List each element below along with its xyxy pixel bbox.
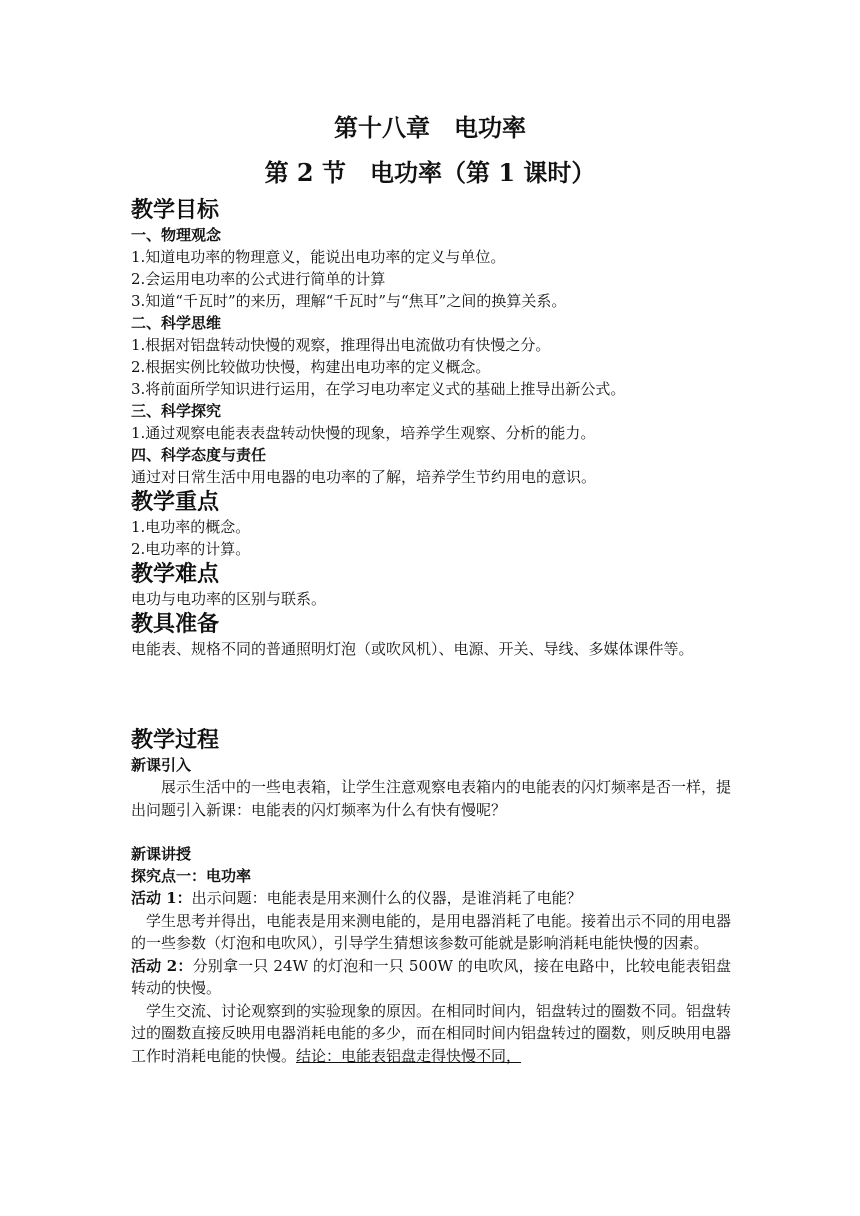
activity-1-text: 出示问题：电能表是用来测什么的仪器，是谁消耗了电能？ [191, 889, 582, 907]
process-section [131, 726, 731, 1067]
process-heading: 教学过程 [131, 727, 220, 753]
spacer [131, 821, 731, 843]
attitude-heading: 四、科学态度与责任 [131, 446, 267, 464]
objective-item: 2.会运用电功率的公式进行简单的计算 [131, 270, 386, 288]
key-point-item: 1.电功率的概念。 [131, 518, 251, 536]
activity-2-label: 活动 2： [131, 956, 193, 975]
activity-1-followup: 学生思考并得出，电能表是用来测电能的，是用电器消耗了电能。接着出示不同的用电器的一些参数（灯泡和电吹风），引导学生猜想该参数可能就是影响消耗电能快慢的因素。 [131, 911, 732, 952]
activity-2-followup [131, 1000, 731, 1068]
materials-text: 电能表、规格不同的普通照明灯泡（或吹风机）、电源、开关、导线、多媒体课件等。 [131, 640, 694, 658]
objective-item: 3.知道“千瓦时”的来历，理解“千瓦时”与“焦耳”之间的换算关系。 [131, 292, 567, 310]
scientific-thinking-heading: 二、科学思维 [131, 314, 222, 332]
activity-1 [131, 887, 731, 910]
lecture-heading: 新课讲授 [131, 845, 192, 863]
objective-item: 1.根据对铝盘转动快慢的观察，推理得出电流做功有快慢之分。 [131, 336, 551, 354]
materials-heading: 教具准备 [131, 611, 220, 637]
intro-text: 展示生活中的一些电表箱，让学生注意观察电表箱内的电能表的闪灯频率是否一样，提出问题引入新课：电能表的闪灯频率为什么有快有慢呢？ [131, 778, 732, 819]
difficulties-heading: 教学难点 [131, 561, 220, 587]
intro-heading: 新课引入 [131, 756, 192, 774]
activity-2-text: 分别拿一只 24W 的灯泡和一只 500W 的电吹风，接在电路中，比较电能表铝盘转动的快慢。 [131, 956, 731, 997]
physics-concept-heading: 一、物理观念 [131, 226, 222, 244]
scientific-inquiry-heading: 三、科学探究 [131, 402, 222, 420]
objective-item: 1.通过观察电能表表盘转动快慢的现象，培养学生观察、分析的能力。 [131, 424, 596, 442]
key-point-item: 2.电功率的计算。 [131, 540, 251, 558]
inquiry-point-heading: 探究点一：电功率 [131, 867, 252, 885]
section-title: 第 2 节 电功率（第 1 课时） [264, 158, 596, 187]
attitude-text: 通过对日常生活中用电器的电功率的了解，培养学生节约用电的意识。 [131, 468, 597, 486]
conclusion-text: 结论：电能表铝盘走得快慢不同， [296, 1046, 522, 1065]
key-points-heading: 教学重点 [131, 489, 220, 515]
objective-item: 1.知道电功率的物理意义，能说出电功率的定义与单位。 [131, 248, 506, 266]
difficulties-text: 电功与电功率的区别与联系。 [131, 590, 327, 608]
objectives-heading: 教学目标 [131, 197, 220, 223]
objective-item: 2.根据实例比较做功快慢，构建出电功率的定义概念。 [131, 358, 491, 376]
activity-1-label: 活动 1： [131, 889, 192, 907]
objectives-section [131, 196, 731, 661]
activity-2-followup-text: 学生交流、讨论观察到的实验现象的原因。在相同时间内，铝盘转过的圈数不同。铝盘转过的圈数直接反映用电器消耗电能的多少，而在相同时间内铝盘转过的圈数，则反映用电器工作时消耗电能的快慢。 [131, 1001, 732, 1065]
activity-2 [131, 955, 731, 1000]
objective-item: 3.将前面所学知识进行运用，在学习电功率定义式的基础上推导出新公式。 [131, 380, 626, 398]
chapter-title: 第十八章 电功率 [334, 113, 526, 142]
